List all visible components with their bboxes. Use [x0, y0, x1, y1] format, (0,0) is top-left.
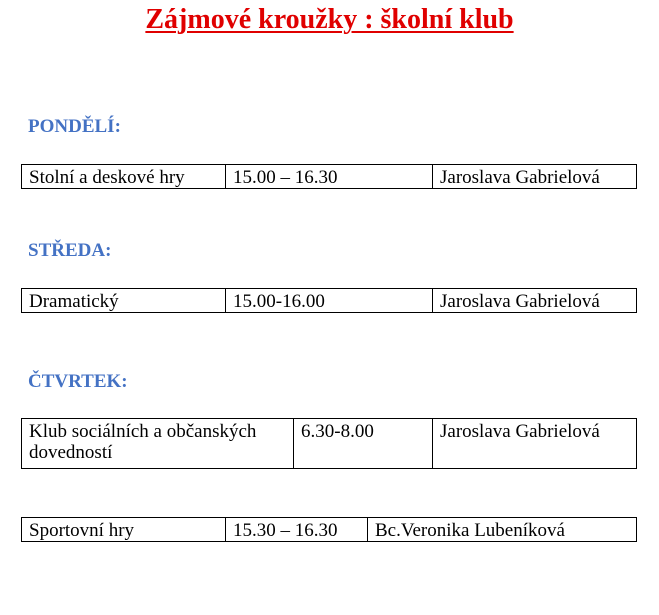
- time-cell: 6.30-8.00: [294, 419, 433, 469]
- activity-cell: Klub sociálních a občanských dovedností: [22, 419, 294, 469]
- leader-cell: Jaroslava Gabrielová: [433, 289, 637, 313]
- leader-cell: Jaroslava Gabrielová: [433, 165, 637, 189]
- day-heading-wednesday: STŘEDA:: [28, 240, 112, 261]
- day-heading-thursday: ČTVRTEK:: [28, 371, 128, 392]
- schedule-table-thursday-2: [21, 517, 637, 542]
- schedule-table-thursday-1: [21, 418, 637, 469]
- table-row: [22, 419, 637, 469]
- table-row: [22, 518, 637, 542]
- schedule-table-wednesday: [21, 288, 637, 313]
- day-heading-monday: PONDĚLÍ:: [28, 116, 121, 137]
- activity-cell: Dramatický: [22, 289, 226, 313]
- table-row: [22, 165, 637, 189]
- table-row: [22, 289, 637, 313]
- time-cell: 15.00 – 16.30: [226, 165, 433, 189]
- schedule-table-monday: [21, 164, 637, 189]
- activity-cell: Sportovní hry: [22, 518, 226, 542]
- leader-cell: Jaroslava Gabrielová: [433, 419, 637, 469]
- page-title: Zájmové kroužky : školní klub: [145, 4, 514, 35]
- time-cell: 15.30 – 16.30: [226, 518, 368, 542]
- activity-cell: Stolní a deskové hry: [22, 165, 226, 189]
- leader-cell: Bc.Veronika Lubeníková: [368, 518, 637, 542]
- time-cell: 15.00-16.00: [226, 289, 433, 313]
